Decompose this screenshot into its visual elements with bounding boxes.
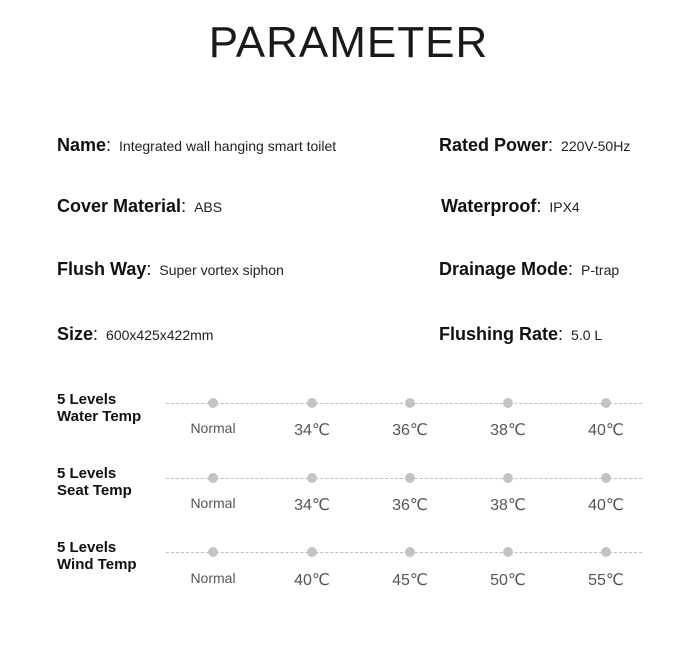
param-value: Integrated wall hanging smart toilet xyxy=(119,138,337,154)
level-tick: 38℃ xyxy=(490,497,526,514)
level-dot xyxy=(503,547,513,557)
level-tick: 40℃ xyxy=(588,497,624,514)
param-value: 220V-50Hz xyxy=(561,138,631,154)
param-label: Name xyxy=(57,135,107,155)
level-dot xyxy=(208,473,218,483)
param-waterproof xyxy=(441,196,580,217)
param-rated-power xyxy=(439,135,630,156)
level-tick: Normal xyxy=(190,495,236,511)
level-dot xyxy=(503,398,513,408)
level-tick: 40℃ xyxy=(294,572,330,589)
param-cover-material xyxy=(57,196,222,217)
level-tick: 45℃ xyxy=(392,572,428,589)
level-tick: Normal xyxy=(190,420,236,436)
level-dot xyxy=(601,473,611,483)
colon: : xyxy=(568,259,574,279)
colon: : xyxy=(558,324,564,344)
param-flushing-rate xyxy=(439,324,602,345)
param-value: Super vortex siphon xyxy=(159,262,284,278)
level-type: Wind Temp xyxy=(57,556,137,573)
level-type: Seat Temp xyxy=(57,482,132,499)
param-drainage-mode xyxy=(439,259,619,280)
level-tick: 34℃ xyxy=(294,422,330,439)
param-value: 600x425x422mm xyxy=(106,327,214,343)
param-flush-way xyxy=(57,259,284,280)
level-dot xyxy=(208,547,218,557)
level-dot xyxy=(601,547,611,557)
level-dot xyxy=(307,547,317,557)
level-tick: 38℃ xyxy=(490,422,526,439)
param-value: 5.0 L xyxy=(571,327,603,343)
level-tick: Normal xyxy=(190,570,236,586)
level-dot xyxy=(405,398,415,408)
level-tick: 50℃ xyxy=(490,572,526,589)
colon: : xyxy=(93,324,99,344)
param-size xyxy=(57,324,213,345)
level-dot xyxy=(405,473,415,483)
level-dot xyxy=(405,547,415,557)
param-label: Flushing Rate xyxy=(439,324,559,344)
colon: : xyxy=(181,196,187,216)
level-dot xyxy=(307,398,317,408)
param-label: Drainage Mode xyxy=(439,259,569,279)
param-name xyxy=(57,135,336,156)
level-tick: 34℃ xyxy=(294,497,330,514)
colon: : xyxy=(536,196,542,216)
param-value: IPX4 xyxy=(549,199,580,215)
param-label: Rated Power xyxy=(439,135,549,155)
param-label: Size xyxy=(57,324,94,344)
param-label: Waterproof xyxy=(441,196,537,216)
level-dot xyxy=(307,473,317,483)
level-dot xyxy=(208,398,218,408)
colon: : xyxy=(146,259,152,279)
level-count: 5 Levels xyxy=(57,391,117,408)
colon: : xyxy=(106,135,112,155)
page-title: PARAMETER xyxy=(208,18,489,67)
level-tick: 36℃ xyxy=(392,497,428,514)
param-value: ABS xyxy=(194,199,223,215)
level-label-water-temp xyxy=(57,391,141,425)
level-label-wind-temp xyxy=(57,539,137,573)
level-tick: 55℃ xyxy=(588,572,624,589)
level-tick: 36℃ xyxy=(392,422,428,439)
level-label-seat-temp xyxy=(57,465,132,499)
level-track xyxy=(166,552,642,553)
param-label: Flush Way xyxy=(57,259,147,279)
param-label: Cover Material xyxy=(57,196,182,216)
level-type: Water Temp xyxy=(57,408,142,425)
level-dot xyxy=(601,398,611,408)
level-count: 5 Levels xyxy=(57,465,117,482)
level-count: 5 Levels xyxy=(57,539,117,556)
level-track xyxy=(166,478,642,479)
param-value: P-trap xyxy=(581,262,620,278)
level-tick: 40℃ xyxy=(588,422,624,439)
colon: : xyxy=(548,135,554,155)
level-track xyxy=(166,403,642,404)
level-dot xyxy=(503,473,513,483)
